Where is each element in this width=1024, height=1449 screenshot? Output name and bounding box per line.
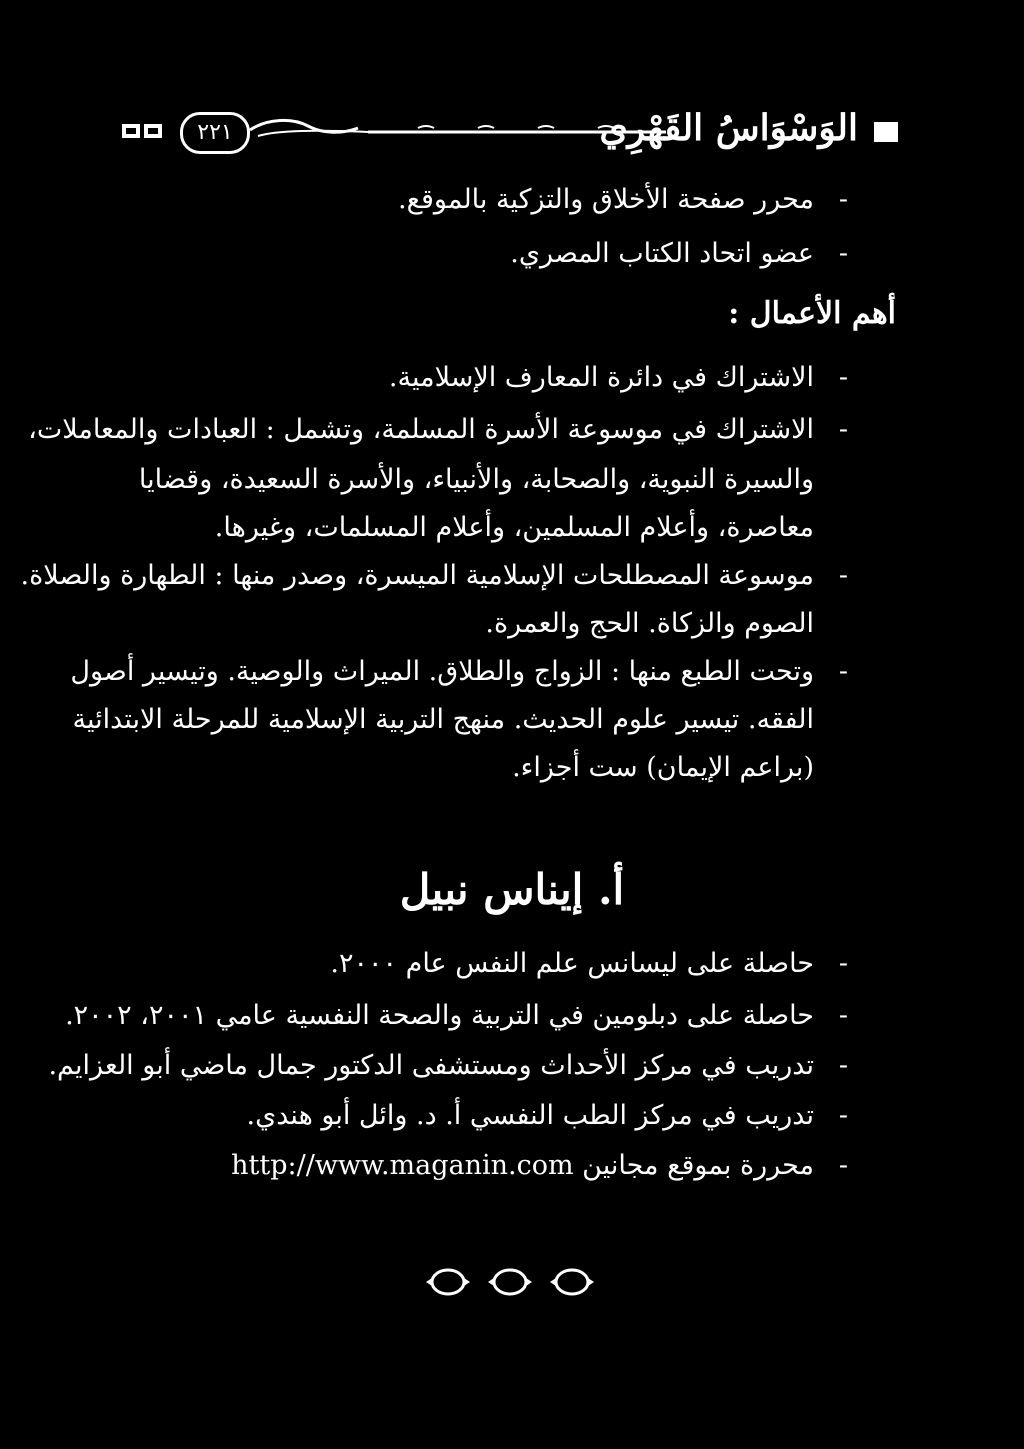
bullet-dash: - <box>838 1150 848 1181</box>
author-bullet-text: تدريب في مركز الأحداث ومستشفى الدكتور جمال ماضي أبو العزايم. <box>48 1050 814 1081</box>
author-bullet-text: تدريب في مركز الطب النفسي أ. د. وائل أبو هندي. <box>246 1100 814 1131</box>
works-item-line: موسوعة المصطلحات الإسلامية الميسرة، وصدر منها : الطهارة والصلاة. <box>20 560 814 591</box>
bullet-text: عضو اتحاد الكتاب المصري. <box>510 238 814 269</box>
bullet-dash: - <box>838 656 848 687</box>
works-item-line: الاشتراك في موسوعة الأسرة المسلمة، وتشمل : العبادات والمعاملات، <box>28 414 814 445</box>
works-item-line: الصوم والزكاة. الحج والعمرة. <box>485 608 814 639</box>
bullet-dash: - <box>838 1100 848 1131</box>
works-heading: أهم الأعمال : <box>728 296 896 331</box>
works-item-line: والسيرة النبوية، والصحابة، والأنبياء، والأسرة السعيدة، وقضايا <box>138 464 814 495</box>
author-bullet-text: محررة بموقع مجانين http://www.maganin.com <box>231 1150 814 1181</box>
works-item-line: (براعم الإيمان) ست أجزاء. <box>512 752 814 783</box>
works-item-line: الفقه. تيسير علوم الحديث. منهج التربية الإسلامية للمرحلة الابتدائية <box>72 704 814 735</box>
bullet-dash: - <box>838 184 848 215</box>
header-square-mark <box>874 122 898 142</box>
running-header-title: الوَسْوَاسُ القَهْرِي <box>599 107 858 149</box>
works-item-line: معاصرة، وأعلام المسلمين، وأعلام المسلمات، وغيرها. <box>214 512 814 543</box>
bullet-dash: - <box>838 948 848 979</box>
bullet-dash: - <box>838 238 848 269</box>
bullet-dash: - <box>838 414 848 445</box>
bullet-text: محرر صفحة الأخلاق والتزكية بالموقع. <box>398 184 814 215</box>
author-heading: أ. إيناس نبيل <box>399 865 625 914</box>
author-bullet-text: حاصلة على دبلومين في التربية والصحة النفسية عامي ٢٠٠١، ٢٠٠٢. <box>65 1000 814 1031</box>
footer-ornaments <box>420 1262 600 1302</box>
running-header <box>118 100 898 160</box>
works-item-line: الاشتراك في دائرة المعارف الإسلامية. <box>388 362 814 393</box>
author-bullet-text: حاصلة على ليسانس علم النفس عام ٢٠٠٠. <box>330 948 814 979</box>
bullet-dash: - <box>838 362 848 393</box>
bullet-dash: - <box>838 560 848 591</box>
page-number: ٢٢١ <box>180 112 250 154</box>
bullet-dash: - <box>838 1000 848 1031</box>
bullet-dash: - <box>838 1050 848 1081</box>
works-item-line: وتحت الطبع منها : الزواج والطلاق. الميراث والوصية. وتيسير أصول <box>70 656 814 687</box>
